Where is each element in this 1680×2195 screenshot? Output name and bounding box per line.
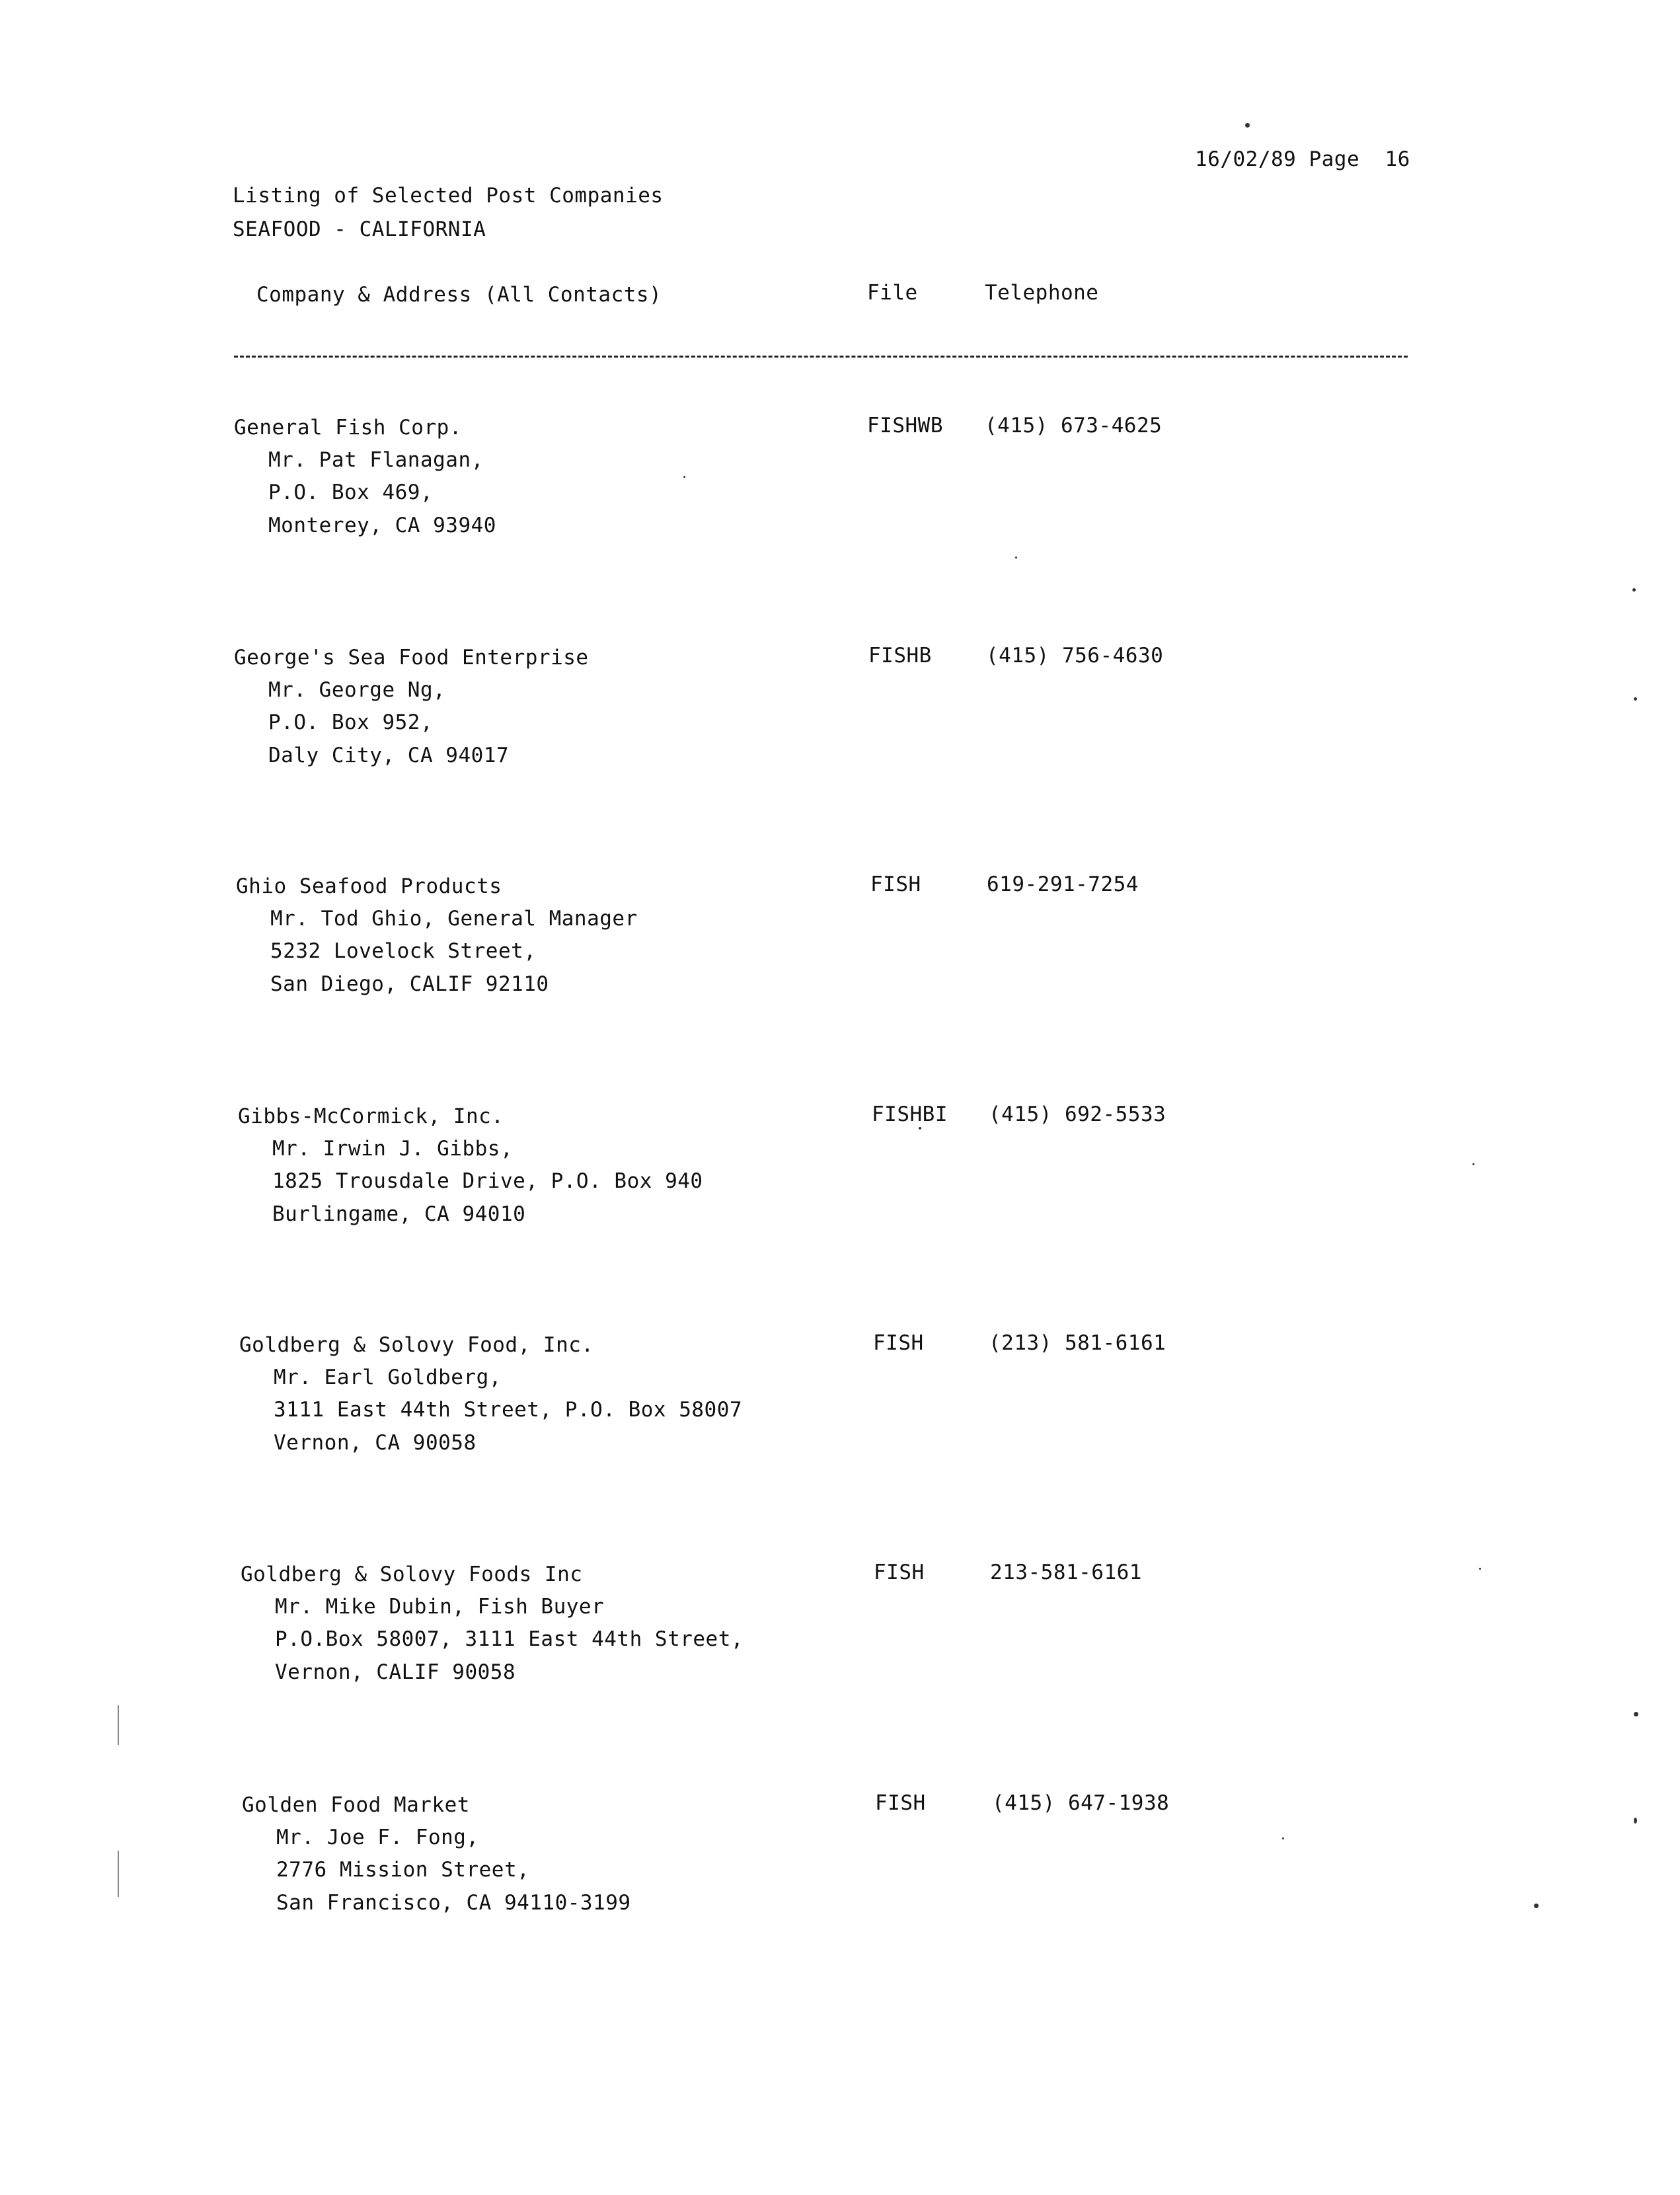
column-header-telephone: Telephone — [985, 281, 1099, 305]
column-header-file: File — [867, 281, 918, 305]
address-line-2: San Diego, CALIF 92110 — [270, 972, 549, 996]
company-name: Ghio Seafood Products — [236, 874, 502, 898]
contact-name: Mr. Mike Dubin, Fish Buyer — [275, 1595, 605, 1619]
contact-name: Mr. Joe F. Fong, — [276, 1826, 479, 1849]
contact-name: Mr. George Ng, — [268, 678, 446, 702]
contact-name: Mr. Pat Flanagan, — [268, 448, 484, 472]
address-line-2: Monterey, CA 93940 — [268, 514, 496, 537]
telephone-number: (213) 581-6161 — [989, 1331, 1166, 1355]
address-line-1: 5232 Lovelock Street, — [270, 939, 537, 963]
file-code: FISHWB — [867, 414, 943, 438]
company-address-block — [241, 1558, 901, 1703]
address-line-2: Burlingame, CA 94010 — [272, 1202, 526, 1226]
company-name: Goldberg & Solovy Food, Inc. — [239, 1333, 594, 1357]
file-code: FISH — [873, 1331, 924, 1355]
address-line-2: Vernon, CA 90058 — [274, 1431, 477, 1455]
scan-speck — [118, 1705, 119, 1745]
contact-name: Mr. Irwin J. Gibbs, — [272, 1137, 514, 1161]
scan-speck — [919, 1127, 921, 1130]
telephone-number: 213-581-6161 — [990, 1560, 1142, 1584]
company-entry — [0, 1100, 1680, 1245]
address-line-1: 3111 East 44th Street, P.O. Box 58007 — [274, 1398, 743, 1422]
scan-speck — [1472, 1163, 1474, 1165]
company-address-block — [242, 1789, 903, 1934]
company-name: General Fish Corp. — [234, 416, 462, 440]
company-address-block — [236, 870, 897, 1015]
company-name: Golden Food Market — [242, 1793, 470, 1817]
telephone-number: (415) 673-4625 — [985, 414, 1163, 438]
address-line-1: P.O. Box 952, — [268, 711, 434, 734]
company-address-block — [234, 411, 895, 557]
company-name: Gibbs-McCormick, Inc. — [238, 1104, 504, 1128]
file-code: FISH — [870, 872, 921, 896]
report-subtitle: SEAFOOD - CALIFORNIA — [233, 217, 486, 241]
contact-name: Mr. Tod Ghio, General Manager — [270, 907, 638, 931]
telephone-number: (415) 647-1938 — [992, 1791, 1170, 1815]
address-line-1: P.O. Box 469, — [268, 481, 434, 504]
company-entry — [0, 1789, 1680, 1934]
scan-speck — [1479, 1568, 1481, 1570]
column-header-company: Company & Address (All Contacts) — [256, 283, 662, 307]
address-line-2: San Francisco, CA 94110-3199 — [276, 1891, 631, 1915]
file-code: FISHB — [868, 644, 932, 668]
company-name: Goldberg & Solovy Foods Inc — [241, 1562, 583, 1586]
telephone-number: 619-291-7254 — [987, 872, 1139, 896]
file-code: FISHBI — [872, 1102, 948, 1126]
date-page-number: 16/02/89 Page 16 — [1195, 147, 1410, 171]
company-address-block — [239, 1329, 900, 1474]
company-entry — [0, 641, 1680, 787]
company-name: George's Sea Food Enterprise — [234, 646, 589, 670]
telephone-number: (415) 756-4630 — [986, 644, 1164, 668]
scan-speck — [1632, 588, 1636, 592]
address-line-1: 2776 Mission Street, — [276, 1858, 530, 1882]
report-title: Listing of Selected Post Companies — [233, 184, 664, 208]
scan-speck — [1634, 1818, 1637, 1824]
header-divider — [234, 356, 1408, 358]
telephone-number: (415) 692-5533 — [989, 1102, 1166, 1126]
contact-name: Mr. Earl Goldberg, — [274, 1366, 502, 1389]
address-line-1: P.O.Box 58007, 3111 East 44th Street, — [275, 1627, 744, 1651]
scan-speck — [683, 476, 685, 478]
company-entry — [0, 870, 1680, 1015]
scan-speck — [1245, 123, 1250, 128]
file-code: FISH — [874, 1560, 925, 1584]
company-address-block — [234, 641, 895, 787]
address-line-2: Vernon, CALIF 90058 — [275, 1660, 516, 1684]
address-line-2: Daly City, CA 94017 — [268, 744, 510, 767]
company-entry — [0, 411, 1680, 557]
scan-speck — [1282, 1837, 1284, 1839]
scan-speck — [1634, 697, 1637, 701]
company-entry — [0, 1558, 1680, 1703]
file-code: FISH — [875, 1791, 926, 1815]
company-address-block — [238, 1100, 899, 1245]
scan-speck — [118, 1851, 119, 1897]
scan-speck — [1534, 1904, 1539, 1908]
address-line-1: 1825 Trousdale Drive, P.O. Box 940 — [272, 1169, 703, 1193]
scan-speck — [1634, 1712, 1638, 1716]
company-entry — [0, 1329, 1680, 1474]
scan-speck — [1015, 557, 1017, 558]
